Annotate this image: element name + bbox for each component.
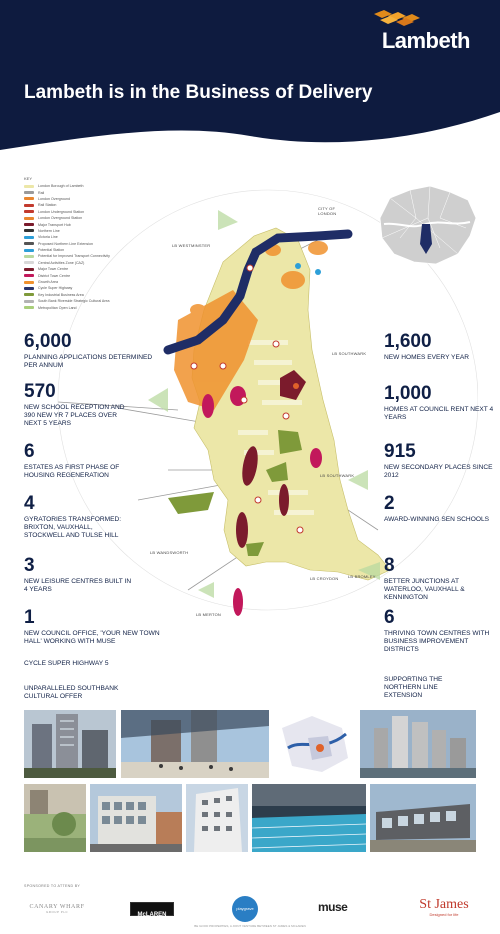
map-key-label: District Town Centre xyxy=(38,273,71,278)
map-key-swatch xyxy=(24,300,34,303)
stat-secondary-places xyxy=(384,442,494,480)
header-banner xyxy=(0,0,500,150)
map-key-label: Key Industrial Business Area xyxy=(38,292,84,297)
map-key-swatch xyxy=(24,287,34,290)
stat-description: AWARD-WINNING SEN SCHOOLS xyxy=(384,516,490,523)
map-key-label: Major Town Centre xyxy=(38,267,69,272)
stat-number: 1 xyxy=(24,607,35,628)
map-key-label: Northern Line xyxy=(38,228,60,233)
stat-description: NEW COUNCIL OFFICE, 'YOUR NEW TOWN HALL' WORKING WITH MUSE xyxy=(24,630,160,645)
stat-description: THRIVING TOWN CENTRES WITH BUSINESS IMPROVEMENT DISTRICTS xyxy=(384,630,490,653)
photo-swimming-pool xyxy=(252,784,366,852)
label-southwark-north: LB SOUTHWARK xyxy=(332,351,367,356)
map-key-label: Central Activities Zone (CAZ) xyxy=(38,260,85,265)
stat-estates xyxy=(24,442,134,480)
muse-name: muse xyxy=(318,900,348,914)
map-key-swatch xyxy=(24,293,34,296)
label-bromley: LB BROMLEY xyxy=(348,574,376,579)
stat-gyratories xyxy=(24,494,134,540)
label-merton: LB MERTON xyxy=(196,612,221,617)
canary-wharf-logo xyxy=(22,904,92,914)
map-key-label: Growth Area xyxy=(38,280,58,285)
stat-number: 1,000 xyxy=(384,383,432,404)
stat-number: 6,000 xyxy=(24,331,72,352)
st-james-name: St James xyxy=(419,897,469,912)
map-key-swatch xyxy=(24,197,34,200)
playgrave-logo xyxy=(232,896,258,922)
map-key-swatch xyxy=(24,281,34,284)
photo-residential-towers xyxy=(24,710,116,778)
mclaren-logo xyxy=(130,902,174,916)
stat-leisure-centres xyxy=(24,556,134,594)
map-key-title: KEY xyxy=(24,176,33,181)
map-key-swatch xyxy=(24,217,34,220)
map-key-label: Metropolitan Open Land xyxy=(38,305,77,310)
stat-council-rent-homes xyxy=(384,384,494,422)
map-key-swatch xyxy=(24,274,34,277)
sponsor-label: SPONSORED TO ATTEND BY xyxy=(24,884,81,888)
map-key-swatch xyxy=(24,191,34,194)
stat-number: 8 xyxy=(384,555,395,576)
map-key-item xyxy=(24,304,174,310)
map-key-label: Rail Station xyxy=(38,203,57,208)
lambeth-logo xyxy=(370,8,470,53)
stat-description: GYRATORIES TRANSFORMED: BRIXTON, VAUXHALL, STOCKWELL AND TULSE HILL xyxy=(24,516,122,539)
page-title: Lambeth is in the Business of Delivery xyxy=(24,82,373,103)
map-key-label: South Bank Riverside Strategic Cultural Area xyxy=(38,299,110,304)
map-key xyxy=(24,176,174,311)
map-key-label: Rail xyxy=(38,190,45,195)
stat-number: 1,600 xyxy=(384,331,432,352)
muse-logo xyxy=(318,898,347,916)
map-key-label: London Underground Station xyxy=(38,209,85,214)
stat-council-office xyxy=(24,608,174,646)
st-james-logo xyxy=(414,898,474,917)
canary-wharf-name: CANARY WHARF xyxy=(29,904,85,910)
stat-description: NEW SECONDARY PLACES SINCE 2012 xyxy=(384,464,493,479)
map-key-label: London Overground Station xyxy=(38,216,83,221)
lambeth-logo-mark-icon xyxy=(370,8,426,26)
note-southbank: UNPARALLELED SOUTHBANK CULTURAL OFFER xyxy=(24,685,119,700)
photo-apartment-block xyxy=(186,784,248,852)
photo-leisure-building xyxy=(370,784,476,852)
map-key-swatch xyxy=(24,210,34,213)
map-key-list xyxy=(24,183,174,311)
map-key-label: London Overground xyxy=(38,196,70,201)
note-northern-line: SUPPORTING THE NORTHERN LINE EXTENSION xyxy=(384,676,443,699)
map-key-swatch xyxy=(24,204,34,207)
canary-wharf-sub: GROUP PLC xyxy=(45,910,69,914)
map-key-swatch xyxy=(24,268,34,271)
stat-description: NEW LEISURE CENTRES BUILT IN 4 YEARS xyxy=(24,578,132,593)
stat-town-centres xyxy=(384,608,494,654)
stat-description: NEW SCHOOL RECEPTION AND 390 NEW YR 7 PLACES OVER NEXT 5 YEARS xyxy=(24,404,125,427)
map-key-label: Proposed Northern Line Extension xyxy=(38,241,93,246)
london-inset-map xyxy=(370,178,482,270)
map-key-swatch xyxy=(24,249,34,252)
photo-riverside-towers xyxy=(360,710,476,778)
note-cycle-highway: CYCLE SUPER HIGHWAY 5 xyxy=(24,660,109,667)
stat-number: 2 xyxy=(384,493,395,514)
map-key-label: London Borough of Lambeth xyxy=(38,184,84,189)
footer-disclaimer: BE GOOD PROPERTIES, A JOINT VENTURE BETWEEN ST JAMES & MCLAREN xyxy=(194,924,306,928)
mclaren-name: McLAREN xyxy=(137,912,167,918)
map-key-label: Victoria Line xyxy=(38,235,58,240)
stat-junctions xyxy=(384,556,494,602)
stat-sen-schools xyxy=(384,494,494,524)
st-james-sub: Designed for life xyxy=(429,912,459,917)
photo-plaza-canopy xyxy=(121,710,269,778)
stat-description: NEW HOMES EVERY YEAR xyxy=(384,354,470,361)
map-key-swatch xyxy=(24,236,34,239)
stat-number: 570 xyxy=(24,381,56,402)
map-key-swatch xyxy=(24,185,34,188)
stat-number: 915 xyxy=(384,441,416,462)
stat-description: PLANNING APPLICATIONS DETERMINED PER ANNUM xyxy=(24,354,153,369)
brand-name: Lambeth xyxy=(381,28,470,53)
stat-number: 6 xyxy=(24,441,35,462)
label-westminster: LB WESTMINSTER xyxy=(172,243,211,248)
stat-number: 3 xyxy=(24,555,35,576)
stat-planning-applications xyxy=(24,332,164,370)
stat-number: 6 xyxy=(384,607,395,628)
map-key-swatch xyxy=(24,261,34,264)
map-key-label: Potential Station xyxy=(38,248,65,253)
stat-new-homes xyxy=(384,332,494,362)
label-city: CITY OF LONDON xyxy=(318,206,337,216)
photo-office-block xyxy=(90,784,182,852)
stat-description: HOMES AT COUNCIL RENT NEXT 4 YEARS xyxy=(384,406,494,421)
map-key-swatch xyxy=(24,255,34,258)
map-key-label: Major Transport Hub xyxy=(38,222,71,227)
map-key-swatch xyxy=(24,229,34,232)
stat-description: ESTATES AS FIRST PHASE OF HOUSING REGENERATION xyxy=(24,464,120,479)
map-key-label: Cycle Super Highway xyxy=(38,286,73,291)
map-key-swatch xyxy=(24,242,34,245)
label-southwark-south: LB SOUTHWARK xyxy=(320,473,355,478)
photo-area-map xyxy=(272,708,356,778)
playgrave-name: playgrave xyxy=(236,906,254,911)
map-key-label: Potential for Improved Transport Connectivity xyxy=(38,254,110,259)
stat-school-places xyxy=(24,382,134,428)
map-key-swatch xyxy=(24,306,34,309)
label-wandsworth: LB WANDSWORTH xyxy=(150,550,189,555)
photo-green-courtyard xyxy=(24,784,86,852)
stat-description: BETTER JUNCTIONS AT WATERLOO, VAUXHALL & KENNINGTON xyxy=(384,578,465,601)
map-key-swatch xyxy=(24,223,34,226)
label-croydon: LB CROYDON xyxy=(310,576,339,581)
stat-number: 4 xyxy=(24,493,35,514)
